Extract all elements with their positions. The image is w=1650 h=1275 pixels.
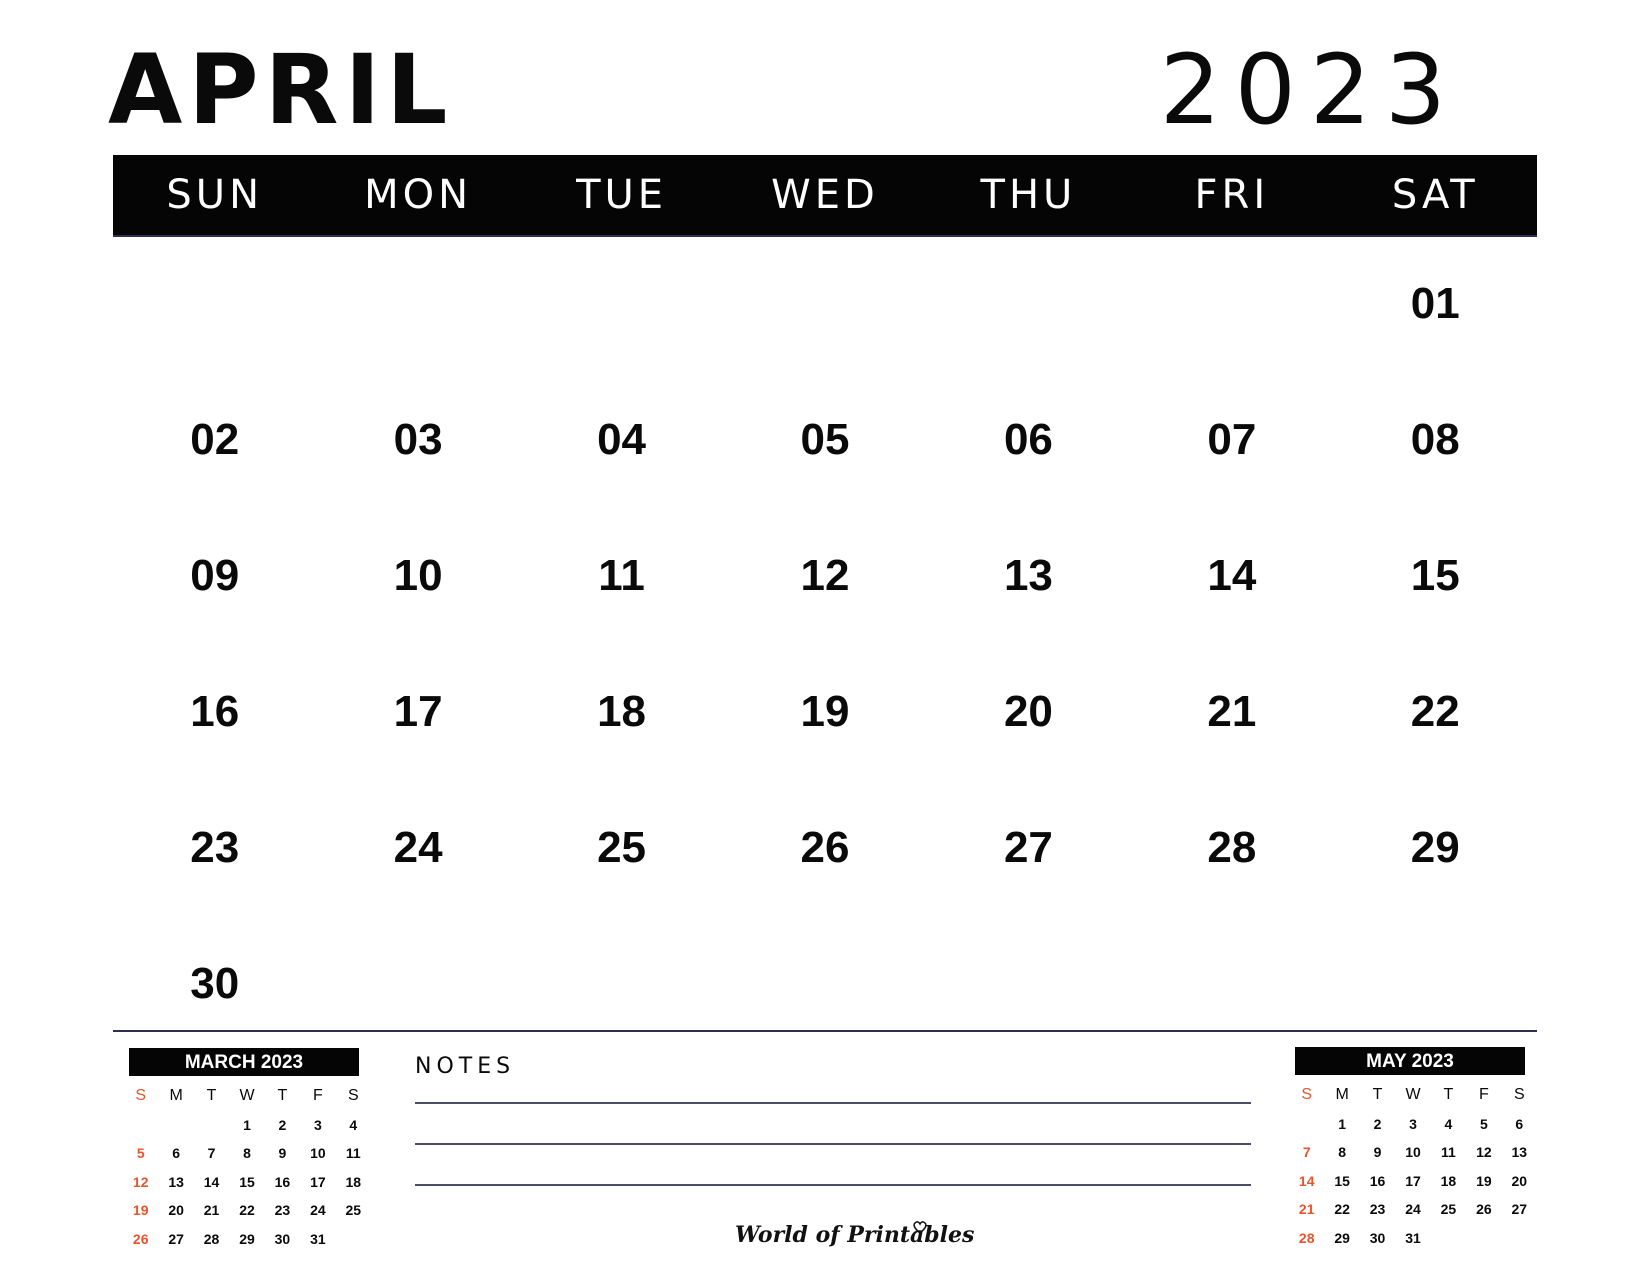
weekday-sun: SUN	[166, 172, 263, 218]
mini-day: 9	[278, 1145, 287, 1161]
day-cell: 21	[1207, 687, 1257, 736]
mini-day: 24	[310, 1202, 326, 1218]
month-title: APRIL	[108, 34, 454, 146]
day-cell: 01	[1410, 279, 1460, 328]
mini-day: 15	[239, 1173, 255, 1190]
mini-day: 11	[1441, 1144, 1456, 1160]
mini-day: 30	[274, 1230, 291, 1247]
mini-day: 21	[203, 1202, 220, 1218]
mini-day: 6	[1515, 1115, 1524, 1132]
weekday-tue: TUE	[576, 172, 668, 218]
day-cell: 29	[1410, 823, 1460, 872]
day-cell: 24	[393, 823, 443, 872]
day-cell: 13	[1003, 551, 1053, 600]
mini-calendar-title: MAY 2023	[1295, 1047, 1525, 1075]
mini-day: 25	[1440, 1201, 1457, 1217]
mini-weekday-label: M	[169, 1087, 183, 1104]
empty-day-cell	[520, 236, 723, 372]
day-cell: 05	[800, 415, 850, 464]
mini-weekday-label: T	[277, 1087, 288, 1104]
day-cell: 30	[190, 959, 240, 1008]
mini-day: 13	[1511, 1144, 1528, 1160]
mini-day: 5	[136, 1145, 145, 1161]
day-cell: 06	[1003, 415, 1053, 464]
mini-day: 20	[1511, 1172, 1528, 1189]
day-cell: 22	[1410, 687, 1460, 736]
day-cell: 19	[800, 687, 850, 736]
mini-day: 6	[172, 1145, 181, 1161]
mini-weekday-label: S	[135, 1087, 147, 1104]
mini-day: 4	[1444, 1115, 1453, 1132]
day-cell: 16	[190, 687, 240, 736]
weekday-sat: SAT	[1391, 172, 1479, 218]
day-cell: 25	[597, 823, 647, 872]
mini-day: 18	[345, 1173, 362, 1190]
day-cell: 03	[393, 415, 443, 464]
weekday-mon: MON	[364, 172, 473, 218]
weekday-header-bar	[113, 155, 1537, 237]
mini-day: 20	[168, 1202, 184, 1218]
mini-day: 5	[1479, 1115, 1488, 1132]
mini-day: 30	[1369, 1229, 1386, 1246]
mini-calendar-grid	[123, 1082, 371, 1253]
mini-day: 3	[1409, 1115, 1417, 1132]
weekday-wed: WED	[771, 172, 879, 218]
mini-day: 12	[132, 1173, 149, 1190]
mini-day	[1466, 1224, 1501, 1253]
mini-day: 29	[239, 1230, 255, 1247]
mini-day: 28	[203, 1230, 220, 1247]
mini-day	[158, 1111, 193, 1140]
mini-day: 10	[1405, 1144, 1421, 1160]
day-cell: 27	[1003, 823, 1053, 872]
mini-day: 24	[1405, 1201, 1421, 1217]
mini-day: 2	[1373, 1115, 1382, 1132]
mini-day	[1431, 1224, 1466, 1253]
section-divider	[113, 1030, 1537, 1032]
mini-day: 21	[1298, 1201, 1315, 1217]
year-title: 2023	[1159, 34, 1460, 146]
mini-day: 1	[1338, 1115, 1347, 1132]
day-cell: 26	[800, 823, 850, 872]
mini-day	[123, 1111, 158, 1140]
mini-day: 7	[207, 1145, 216, 1161]
mini-day: 14	[203, 1173, 220, 1190]
mini-weekday-label: T	[1372, 1086, 1383, 1103]
mini-day: 15	[1334, 1172, 1350, 1189]
mini-weekday-label: S	[347, 1087, 359, 1104]
mini-day: 25	[345, 1202, 362, 1218]
mini-day: 7	[1302, 1144, 1311, 1160]
mini-day: 27	[1511, 1201, 1528, 1217]
mini-day: 2	[278, 1116, 287, 1133]
day-cell: 15	[1410, 551, 1460, 600]
mini-day: 11	[345, 1145, 361, 1161]
mini-day	[336, 1225, 371, 1254]
mini-day: 27	[168, 1230, 184, 1247]
mini-day: 8	[243, 1145, 251, 1161]
mini-day: 14	[1298, 1172, 1315, 1189]
mini-day: 17	[310, 1173, 326, 1190]
day-cell: 10	[393, 551, 443, 600]
day-cell: 04	[597, 415, 647, 464]
mini-day: 9	[1373, 1144, 1382, 1160]
mini-day: 18	[1440, 1172, 1457, 1189]
note-line[interactable]	[415, 1102, 1251, 1104]
mini-day: 23	[274, 1202, 291, 1218]
note-line[interactable]	[415, 1143, 1251, 1145]
mini-day: 23	[1369, 1201, 1386, 1217]
empty-day-cell	[1130, 236, 1333, 372]
mini-calendar-next	[1295, 1047, 1528, 1252]
note-line[interactable]	[415, 1184, 1251, 1186]
day-cell: 08	[1410, 415, 1460, 464]
mini-weekday-label: W	[239, 1087, 255, 1104]
empty-day-cell	[927, 236, 1130, 372]
mini-day	[1289, 1110, 1324, 1139]
mini-day	[1502, 1224, 1537, 1253]
mini-day: 19	[1476, 1172, 1492, 1189]
mini-weekday-label: W	[1405, 1086, 1421, 1103]
mini-day	[194, 1111, 229, 1140]
mini-weekday-label: S	[1513, 1086, 1525, 1103]
empty-day-cell	[723, 236, 926, 372]
day-cell: 20	[1003, 687, 1053, 736]
day-cell: 14	[1207, 551, 1257, 600]
mini-weekday-label: F	[312, 1087, 323, 1104]
mini-day: 22	[239, 1202, 255, 1218]
mini-day: 16	[274, 1173, 291, 1190]
mini-calendar-prev	[129, 1048, 362, 1253]
mini-day: 31	[1405, 1229, 1421, 1246]
mini-day: 13	[168, 1173, 184, 1190]
mini-day: 16	[1369, 1172, 1386, 1189]
mini-day: 29	[1334, 1229, 1350, 1246]
mini-day: 31	[310, 1230, 326, 1247]
mini-weekday-label: T	[1443, 1086, 1454, 1103]
mini-day: 17	[1405, 1172, 1421, 1189]
day-cell: 11	[598, 551, 645, 600]
heart-icon	[912, 1219, 928, 1235]
day-cell: 23	[190, 823, 240, 872]
day-grid	[113, 236, 1537, 1052]
mini-weekday-label: F	[1478, 1086, 1489, 1103]
notes-label: NOTES	[415, 1054, 516, 1079]
mini-day: 8	[1338, 1144, 1347, 1160]
day-cell: 18	[597, 687, 647, 736]
mini-day: 3	[313, 1116, 322, 1133]
empty-day-cell	[113, 236, 316, 372]
day-cell: 28	[1207, 823, 1257, 872]
mini-day: 1	[243, 1116, 251, 1133]
mini-day: 26	[1476, 1201, 1492, 1217]
mini-day: 10	[310, 1145, 326, 1161]
day-cell: 12	[800, 551, 850, 600]
mini-day: 26	[132, 1230, 149, 1247]
mini-calendar-grid	[1289, 1081, 1537, 1252]
day-cell: 02	[190, 415, 240, 464]
mini-day: 4	[349, 1116, 358, 1133]
mini-weekday-label: T	[206, 1087, 217, 1104]
day-cell: 17	[393, 687, 443, 736]
weekday-thu: THU	[980, 172, 1077, 218]
mini-weekday-label: S	[1301, 1086, 1313, 1103]
day-cell: 09	[190, 551, 240, 600]
brand-logo-text: World of Printables	[735, 1222, 975, 1248]
mini-day: 12	[1476, 1144, 1492, 1160]
mini-day: 28	[1298, 1229, 1315, 1246]
mini-calendar-title: MARCH 2023	[129, 1048, 359, 1076]
empty-day-cell	[316, 236, 519, 372]
day-cell: 07	[1207, 415, 1257, 464]
mini-day: 19	[132, 1202, 149, 1218]
mini-weekday-label: M	[1335, 1086, 1349, 1103]
weekday-fri: FRI	[1194, 172, 1270, 218]
mini-day: 22	[1334, 1201, 1350, 1217]
